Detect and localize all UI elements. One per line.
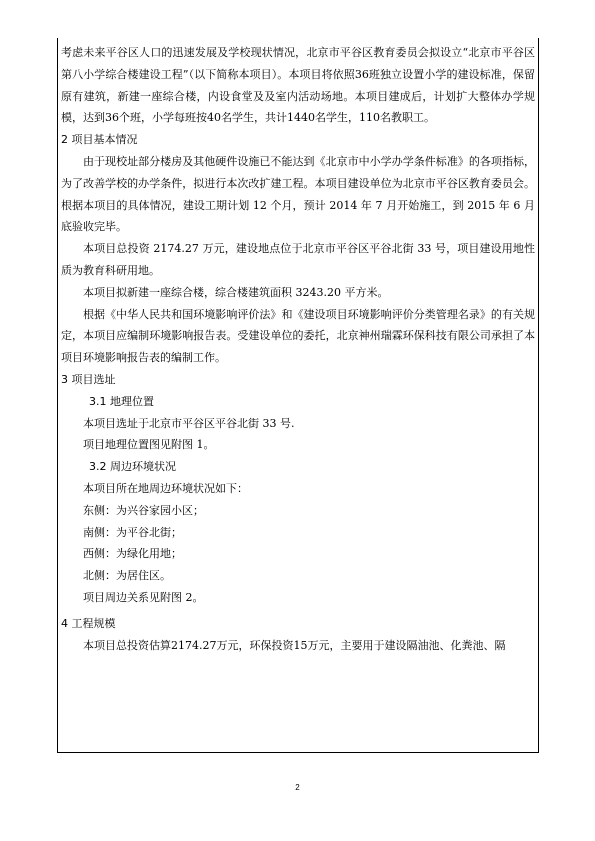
document-body [61, 42, 535, 656]
section-2-paragraph: 根据《中华人民共和国环境影响评价法》和《建设项目环境影响评价分类管理名录》的有关规定，本项目应编制环境影响报告表。受建设单位的委托，北京神州瑞霖环保科技有限公司承担了本项目环境影响报告表的编制工作。 [61, 307, 535, 365]
section-3-1-line: 本项目选址于北京市平谷区平谷北街 33 号. [83, 416, 295, 430]
section-3-2-line: 北侧：为居住区。 [83, 569, 171, 583]
section-2-paragraph: 本项目总投资 2174.27 万元，建设地点位于北京市平谷区平谷北街 33 号，项目建设用地性质为教育科研用地。 [61, 242, 535, 277]
section-3-2-line: 南侧：为平谷北街； [83, 525, 182, 539]
section-3-2-heading: 3.2 周边环境状况 [89, 460, 176, 474]
section-2-paragraph: 由于现校址部分楼房及其他硬件设施已不能达到《北京市中小学办学条件标准》的各项指标，为了改善学校的办学条件，拟进行本次改扩建工程。本项目建设单位为北京市平谷区教育委员会。根据本项目的具体情况，建设工期计划 12 个月，预计 2014 年 7 月开始施工，到 2015 年 6 月底验收完毕。 [61, 154, 535, 234]
section-3-2-line: 西侧：为绿化用地； [83, 547, 182, 561]
section-4-paragraph: 本项目总投资估算2174.27万元，环保投资15万元，主要用于建设隔油池、化粪池、隔 [83, 638, 506, 652]
intro-paragraph: 考虑未来平谷区人口的迅速发展及学校现状情况，北京市平谷区教育委员会拟设立“北京市平谷区第八小学综合楼建设工程”（以下简称本项目）。本项目将依照36班独立设置小学的建设标准，保留原有建筑，新建一座综合楼，内设食堂及及室内活动场地。本项目建成后，计划扩大整体办学规模，达到36个班，小学每班按40名学生，共计1440名学生，110名教职工。 [61, 46, 535, 125]
section-2-heading: 2 项目基本情况 [61, 133, 138, 147]
section-3-2-line: 项目周边关系见附图 2。 [83, 590, 204, 604]
section-4-heading: 4 工程规模 [61, 616, 116, 630]
page-number: 2 [295, 783, 300, 792]
section-3-1-heading: 3.1 地理位置 [89, 394, 154, 408]
section-2-paragraph: 本项目拟新建一座综合楼，综合楼建筑面积 3243.20 平方米。 [83, 285, 389, 299]
section-3-2-line: 东侧：为兴谷家园小区； [83, 503, 204, 517]
section-3-1-line: 项目地理位置图见附图 1。 [83, 438, 215, 452]
section-3-heading: 3 项目选址 [61, 372, 116, 386]
section-3-2-line: 本项目所在地周边环境状况如下： [83, 481, 248, 495]
